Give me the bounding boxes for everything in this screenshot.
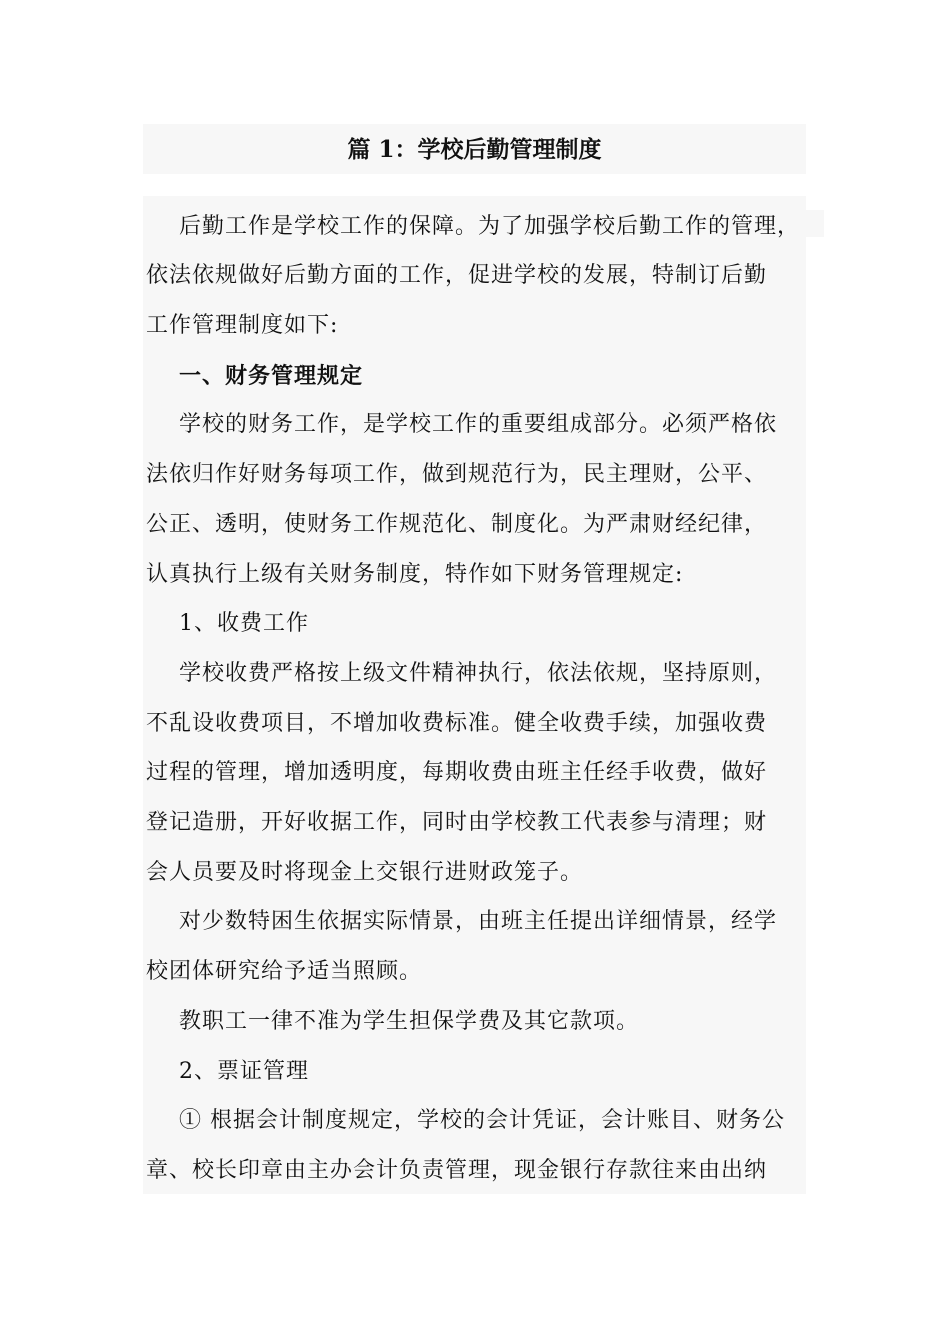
paragraph-line: 对少数特困生依据实际情景，由班主任提出详细情景，经学 [179, 909, 778, 934]
subsection-heading: 1、收费工作 [179, 611, 309, 636]
paragraph-line: 后勤工作是学校工作的保障。为了加强学校后勤工作的管理， [179, 214, 801, 239]
paragraph-line: ① 根据会计制度规定，学校的会计凭证，会计账目、财务公 [179, 1108, 785, 1133]
paragraph-line: 认真执行上级有关财务制度，特作如下财务管理规定: [146, 562, 684, 587]
subsection-heading: 2、票证管理 [179, 1059, 309, 1084]
paragraph-line: 校团体研究给予适当照顾。 [146, 959, 423, 984]
content-background-notch [806, 210, 824, 237]
content-background [143, 196, 806, 1194]
paragraph-line: 章、校长印章由主办会计负责管理，现金银行存款往来由出纳 [146, 1158, 768, 1183]
paragraph-line: 不乱设收费项目，不增加收费标准。健全收费手续，加强收费 [146, 711, 768, 736]
paragraph-line: 登记造册，开好收据工作，同时由学校教工代表参与清理；财 [146, 810, 768, 835]
paragraph-line: 学校的财务工作，是学校工作的重要组成部分。必须严格依 [179, 412, 778, 437]
paragraph-line: 公正、透明，使财务工作规范化、制度化。为严肃财经纪律， [146, 512, 768, 537]
paragraph-line: 教职工一律不准为学生担保学费及其它款项。 [179, 1009, 640, 1034]
paragraph-line: 法依归作好财务每项工作，做到规范行为，民主理财，公平、 [146, 462, 768, 487]
paragraph-line: 过程的管理，增加透明度，每期收费由班主任经手收费，做好 [146, 760, 768, 785]
paragraph-line: 依法依规做好后勤方面的工作，促进学校的发展，特制订后勤 [146, 263, 768, 288]
paragraph-line: 会人员要及时将现金上交银行进财政笼子。 [146, 860, 584, 885]
paragraph-line: 学校收费严格按上级文件精神执行，依法依规，坚持原则， [179, 661, 778, 686]
section-heading: 一、财务管理规定 [179, 363, 364, 389]
document-title: 篇 1：学校后勤管理制度 [347, 136, 602, 163]
paragraph-line: 工作管理制度如下: [146, 313, 339, 338]
